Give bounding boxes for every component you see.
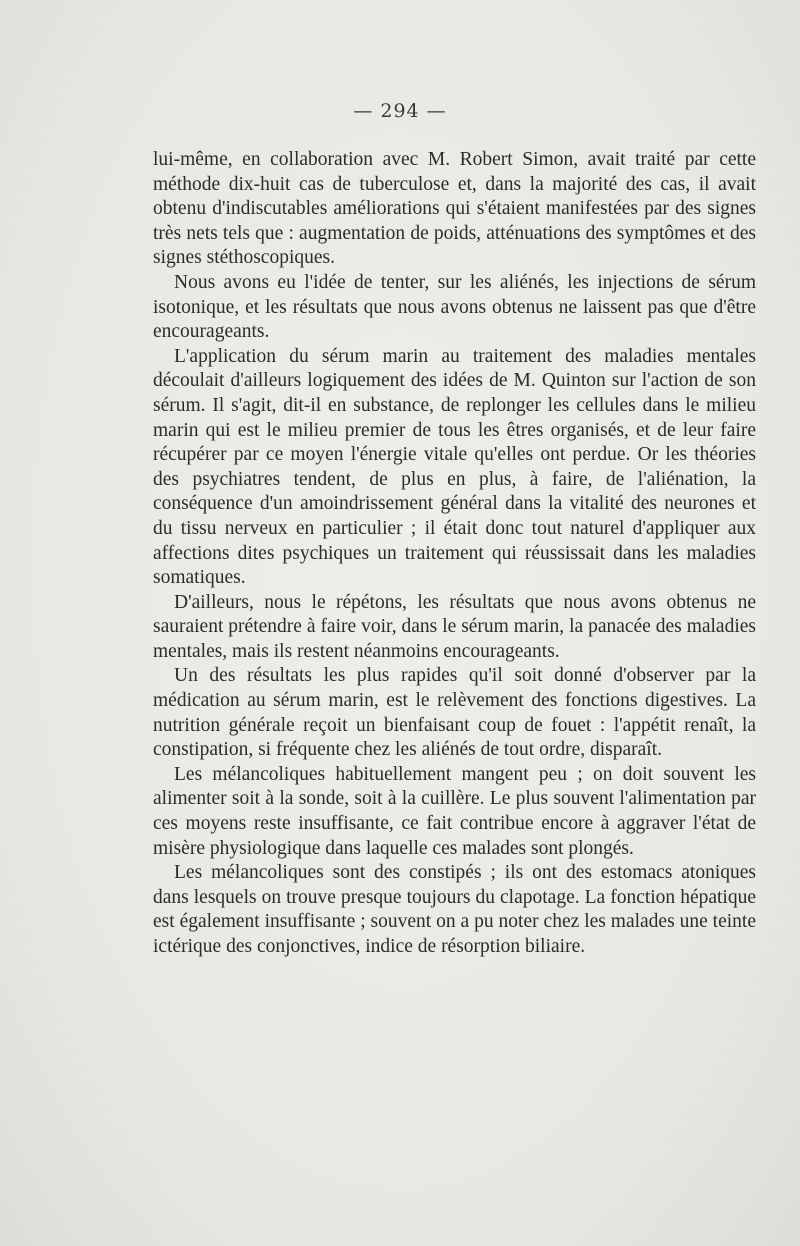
paragraph: D'ailleurs, nous le répétons, les résultats que nous avons obtenus ne sauraient prétendre à faire voir, dans le sérum marin, la panacée des maladies mentales, mais ils restent néanmoins encourageants. xyxy=(153,591,756,662)
page-number: — 294 — xyxy=(353,100,447,122)
paragraph-continuation: lui-même, en collaboration avec M. Robert Simon, avait traité par cette méthode dix-huit cas de tuberculose et, dans la majorité des cas, il avait obtenu d'indiscutables améliorations qui s'étaient manifestées par des signes très nets tels que : augmentation de poids, atténuations des symptômes et des signes stéthoscopiques. xyxy=(153,149,756,269)
paragraph: Les mélancoliques sont des constipés ; ils ont des estomacs atoniques dans lesquels on trouve presque toujours du clapotage. La fonction hépatique est également insuffisante ; souvent on a pu noter chez les malades une teinte ictérique des conjonctives, indice de résorption biliaire. xyxy=(153,862,756,957)
paragraph: Les mélancoliques habituellement mangent peu ; on doit souvent les alimenter soit à la sonde, soit à la cuillère. Le plus souvent l'alimentation par ces moyens reste insuffisante, ce fait contribue encore à aggraver l'état de misère physiologique dans laquelle ces malades sont plongés. xyxy=(153,763,756,859)
paragraph: L'application du sérum marin au traitement des maladies mentales découlait d'ailleurs logiquement des idées de M. Quinton sur l'action de son sérum. Il s'agit, dit-il en substance, de replonger les cellules dans le milieu marin qui est le milieu premier de tous les êtres organisés, et de leur faire récupérer par ce moyen l'énergie vitale qu'elles ont perdue. Or les théories des psychiatres tendent, de plus en plus, à faire, de l'aliénation, la conséquence d'un amoindrissement général dans la vitalité des neurones et du tissu nerveux en particulier ; il était donc tout naturel d'appliquer aux affections dites psychiques un traitement qui réussissait dans les maladies somatiques. xyxy=(153,345,756,589)
paragraph: Nous avons eu l'idée de tenter, sur les aliénés, les injections de sérum isotonique, et les résultats que nous avons obtenus ne laissent pas que d'être encourageants. xyxy=(153,271,756,343)
body-text xyxy=(153,148,756,960)
paragraph: Un des résultats les plus rapides qu'il soit donné d'observer par la médication au sérum marin, est le relèvement des fonctions digestives. La nutrition générale reçoit un bienfaisant coup de fouet : l'appétit renaît, la constipation, si fréquente chez les aliénés de tout ordre, disparaît. xyxy=(153,665,756,761)
